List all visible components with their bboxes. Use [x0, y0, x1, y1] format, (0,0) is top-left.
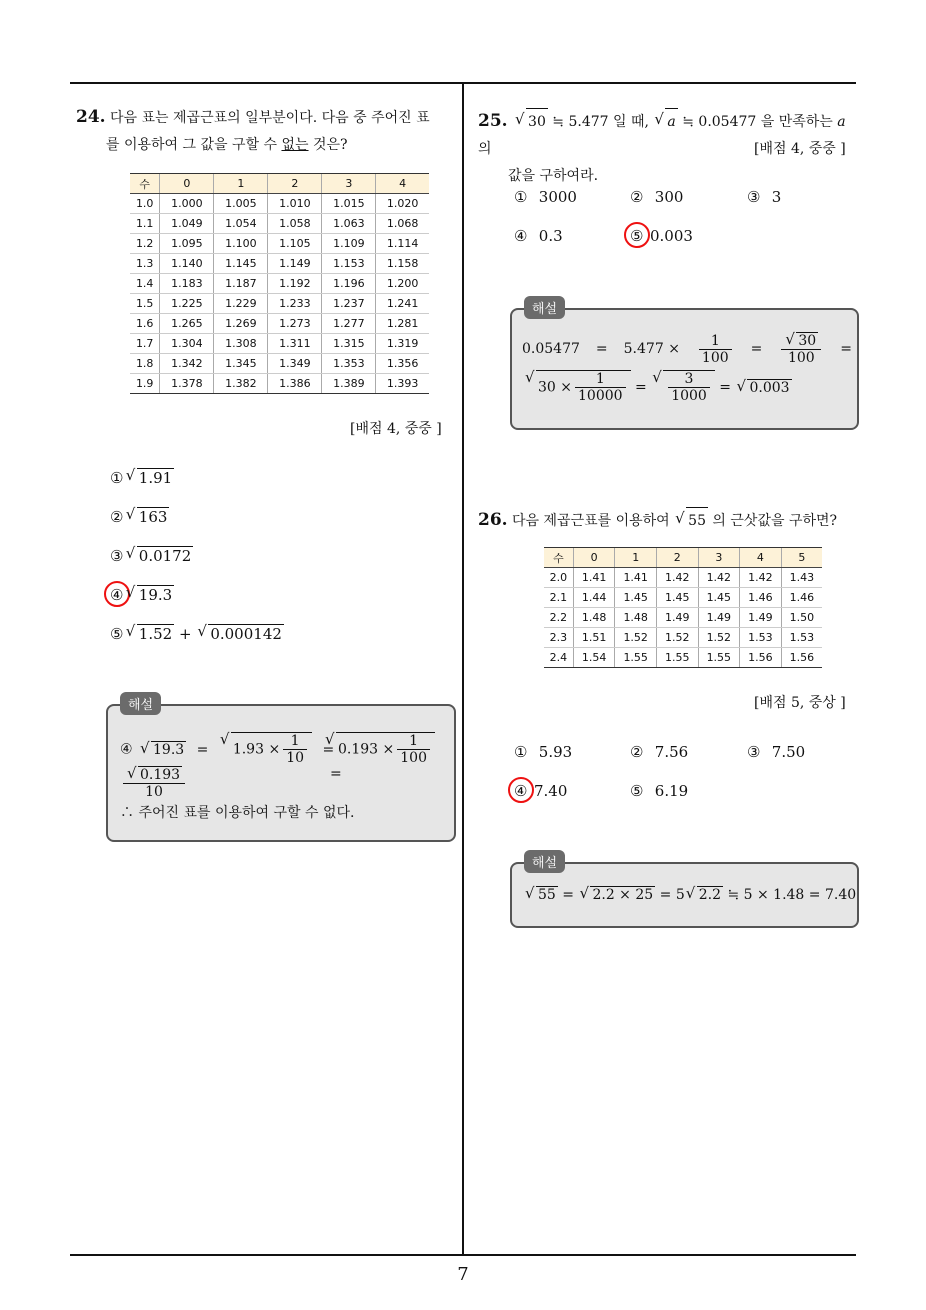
q24-table-cell: 1.356	[376, 354, 429, 374]
q24-table-cell: 1.265	[160, 314, 214, 334]
q25-option-5[interactable]: ⑤ 0.003	[630, 227, 693, 245]
q24-score: [배점 4, 중중 ]	[350, 421, 442, 437]
q26-table-cell: 2.4	[544, 648, 573, 668]
q26-table-row	[544, 648, 822, 668]
q24-answer-circle: ④	[110, 586, 130, 604]
q26-option-5[interactable]: ⑤ 6.19	[630, 782, 689, 800]
q24-table-cell: 1.233	[268, 294, 322, 314]
q26-table-cell: 1.48	[573, 608, 615, 628]
q24-table-cell: 1.6	[130, 314, 160, 334]
q25-number: 25.	[478, 111, 508, 131]
q24-solution-conclusion: ∴ 주어진 표를 이용하여 구할 수 없다.	[120, 805, 355, 821]
q26-table-cell: 2.2	[544, 608, 573, 628]
q24-table-cell: 1.114	[376, 234, 429, 254]
q26-table-cell: 1.45	[698, 588, 740, 608]
q26-table-cell: 1.49	[656, 608, 698, 628]
q24-table-cell: 1.1	[130, 214, 160, 234]
q24-text-line1: 다음 표는 제곱근표의 일부분이다. 다음 중 주어진 표	[110, 110, 430, 126]
q25-question: 25. √ 30 ≒ 5.477 일 때, √ a ≒ 0.05477 을 만족하는 a 의 값을 구하여라.	[478, 108, 860, 190]
q24-table-cell: 1.277	[322, 314, 376, 334]
q24-text-line2b: 것은?	[308, 137, 348, 153]
q26-table-cell: 1.45	[615, 588, 657, 608]
q24-table-cell: 1.229	[214, 294, 268, 314]
q24-table-cell: 1.020	[376, 194, 429, 214]
q26-table-row	[544, 568, 822, 588]
q26-table-row	[544, 628, 822, 648]
q24-table-cell: 1.8	[130, 354, 160, 374]
q24-table-cell: 1.308	[214, 334, 268, 354]
q26-table-cell: 1.42	[740, 568, 782, 588]
q24-table-cell: 1.9	[130, 374, 160, 394]
q26-table-cell: 1.56	[740, 648, 782, 668]
q26-option-2[interactable]: ② 7.56	[630, 743, 689, 761]
q26-table-cell: 1.44	[573, 588, 615, 608]
q26-solution-tag: 해설	[524, 850, 565, 873]
q26-table-cell: 1.42	[698, 568, 740, 588]
q24-sqrt-table	[130, 173, 429, 394]
q26-option-4[interactable]: ④ 7.40	[514, 782, 568, 800]
q24-table-cell: 1.153	[322, 254, 376, 274]
q24-table-cell: 1.393	[376, 374, 429, 394]
q24-table-cell: 1.382	[214, 374, 268, 394]
q24-table-header-cell: 수	[130, 174, 160, 194]
q25-solution-line1: 0.05477 = 5.477 × $\frac{1}{100}$ = √ $\frac{30}{100}$ =	[522, 332, 852, 366]
q25-option-3[interactable]: ③ 3	[747, 188, 782, 206]
bottom-rule	[70, 1254, 856, 1256]
q24-table-cell: 1.389	[322, 374, 376, 394]
q26-table-cell: 1.48	[615, 608, 657, 628]
q24-option-3[interactable]: ③ √ 0.0172	[110, 546, 193, 565]
q26-number: 26.	[478, 510, 508, 530]
q24-solution-line1b: √ 0.193 × $\frac{1}{100}$ =	[324, 732, 454, 782]
q26-table-cell: 1.50	[781, 608, 822, 628]
q24-table-cell: 1.100	[214, 234, 268, 254]
q24-option-5-sqrt1: √ 1.52	[137, 624, 174, 643]
q24-table-cell: 1.269	[214, 314, 268, 334]
q24-table-row	[130, 294, 429, 314]
q26-table-cell: 1.54	[573, 648, 615, 668]
q26-table-cell: 1.41	[573, 568, 615, 588]
q26-table-cell: 1.51	[573, 628, 615, 648]
q24-table-cell: 1.225	[160, 294, 214, 314]
q24-table-cell: 1.049	[160, 214, 214, 234]
q24-table-cell: 1.140	[160, 254, 214, 274]
q26-score: [배점 5, 중상 ]	[754, 695, 846, 711]
q24-table-cell: 1.105	[268, 234, 322, 254]
q24-table-cell: 1.183	[160, 274, 214, 294]
q24-table-row	[130, 254, 429, 274]
q26-table-cell: 1.55	[615, 648, 657, 668]
q24-option-2-sqrt: √ 163	[137, 507, 170, 526]
q24-table-cell: 1.000	[160, 194, 214, 214]
q24-table-cell: 1.058	[268, 214, 322, 234]
q26-option-1[interactable]: ① 5.93	[514, 743, 573, 761]
q24-table-cell: 1.3	[130, 254, 160, 274]
q26-table-cell: 1.52	[615, 628, 657, 648]
q24-table-cell: 1.241	[376, 294, 429, 314]
q26-table-header-cell: 4	[740, 548, 782, 568]
q24-option-4-sqrt: √ 19.3	[137, 585, 174, 604]
q26-table-header-cell: 수	[544, 548, 573, 568]
q24-table-cell: 1.349	[268, 354, 322, 374]
q24-table-cell: 1.145	[214, 254, 268, 274]
q24-option-1-sqrt: √ 1.91	[137, 468, 174, 487]
q24-table-cell: 1.281	[376, 314, 429, 334]
q25-solution-line2: √ 30 × $\frac{1}{10000}$ = √ $\frac{3}{1000}$ = √ 0.003	[534, 370, 792, 404]
q24-table-cell: 1.068	[376, 214, 429, 234]
q24-table-row	[130, 234, 429, 254]
q25-score: [배점 4, 중중 ]	[754, 141, 846, 157]
q24-table-cell: 1.5	[130, 294, 160, 314]
q26-table-header-cell: 2	[656, 548, 698, 568]
q24-table-cell: 1.315	[322, 334, 376, 354]
q24-table-header-cell: 3	[322, 174, 376, 194]
q24-option-5-sqrt2: √ 0.000142	[208, 624, 284, 643]
q26-question: 26. 다음 제곱근표를 이용하여 √ 55 의 근삿값을 구하면?	[478, 507, 860, 535]
q26-table-header-row	[544, 548, 822, 568]
q24-text-underlined: 없는	[281, 137, 309, 153]
q26-table-cell: 1.52	[656, 628, 698, 648]
q24-table-cell: 1.192	[268, 274, 322, 294]
q24-option-5[interactable]: ⑤ √ 1.52 + √ 0.000142	[110, 624, 284, 643]
q24-text-line2a: 를 이용하여 그 값을 구할 수	[106, 137, 282, 153]
q26-answer-circle: ④	[514, 782, 534, 800]
q24-table-header-cell: 4	[376, 174, 429, 194]
q26-table-header-cell: 3	[698, 548, 740, 568]
q24-number: 24.	[76, 107, 106, 127]
q26-table-row	[544, 608, 822, 628]
q24-table-cell: 1.109	[322, 234, 376, 254]
q26-table-cell: 2.3	[544, 628, 573, 648]
q24-table-cell: 1.0	[130, 194, 160, 214]
q26-solution-box	[510, 856, 859, 928]
q24-option-3-sqrt: √ 0.0172	[137, 546, 194, 565]
column-divider	[462, 83, 464, 1256]
q26-table-row	[544, 588, 822, 608]
q26-table-header-cell: 0	[573, 548, 615, 568]
q24-table-cell: 1.187	[214, 274, 268, 294]
q25-text-line2: 값을 구하여라.	[508, 168, 599, 184]
q26-table-cell: 1.56	[781, 648, 822, 668]
q25-answer-circle: ⑤	[630, 227, 650, 245]
q24-table-header-row	[130, 174, 429, 194]
q24-table-row	[130, 354, 429, 374]
q24-table-cell: 1.158	[376, 254, 429, 274]
q26-table-cell: 1.42	[656, 568, 698, 588]
q24-table-cell: 1.7	[130, 334, 160, 354]
q26-table-cell: 1.46	[740, 588, 782, 608]
q24-table-row	[130, 214, 429, 234]
q25-option-1[interactable]: ① 3000	[514, 188, 577, 206]
q24-option-4[interactable]	[110, 585, 174, 604]
q24-table-cell: 1.304	[160, 334, 214, 354]
q26-table-cell: 1.49	[740, 608, 782, 628]
q24-option-2[interactable]: ② √ 163	[110, 507, 169, 526]
q25-option-4[interactable]: ④ 0.3	[514, 227, 563, 245]
q26-table-cell: 1.52	[698, 628, 740, 648]
q24-table-cell: 1.196	[322, 274, 376, 294]
q24-table-cell: 1.237	[322, 294, 376, 314]
q26-table-cell: 1.43	[781, 568, 822, 588]
q24-table-cell: 1.4	[130, 274, 160, 294]
q24-table-cell: 1.311	[268, 334, 322, 354]
q24-table-row	[130, 314, 429, 334]
page-number: 7	[457, 1264, 469, 1285]
q26-table-header-cell: 1	[615, 548, 657, 568]
q24-table-cell: 1.063	[322, 214, 376, 234]
q24-table-cell: 1.015	[322, 194, 376, 214]
q26-table-cell: 1.55	[698, 648, 740, 668]
q26-sqrt-table	[544, 547, 822, 668]
q24-table-cell: 1.386	[268, 374, 322, 394]
q24-table-header-cell: 2	[268, 174, 322, 194]
q26-table-cell: 2.0	[544, 568, 573, 588]
q25-solution-tag: 해설	[524, 296, 565, 319]
q26-table-header-cell: 5	[781, 548, 822, 568]
q24-table-cell: 1.095	[160, 234, 214, 254]
q24-solution-box	[106, 698, 456, 842]
q24-table-cell: 1.342	[160, 354, 214, 374]
q24-table-cell: 1.319	[376, 334, 429, 354]
q24-table-row	[130, 374, 429, 394]
q24-table-cell: 1.005	[214, 194, 268, 214]
q24-table-cell: 1.149	[268, 254, 322, 274]
q24-table-cell: 1.2	[130, 234, 160, 254]
q26-table-cell: 2.1	[544, 588, 573, 608]
q24-solution-tag: 해설	[120, 692, 161, 715]
q24-table-row	[130, 194, 429, 214]
q26-option-3[interactable]: ③ 7.50	[747, 743, 806, 761]
q26-table-cell: 1.45	[656, 588, 698, 608]
q24-solution-line1: ④ √ 19.3 = √ 1.93 × $\frac{1}{10}$ =	[120, 732, 450, 766]
q26-table-cell: 1.53	[740, 628, 782, 648]
q24-question	[76, 104, 456, 159]
q24-solution-line2: √ $\frac{0.193}{10}$	[120, 766, 188, 800]
q24-table-header-cell: 0	[160, 174, 214, 194]
q24-table-cell: 1.378	[160, 374, 214, 394]
q26-solution-line: √ 55 = √ 2.2 × 25 = 5√ 2.2 ≒ 5 × 1.48 = 7.40	[534, 886, 856, 903]
q24-table-row	[130, 274, 429, 294]
q24-table-header-cell: 1	[214, 174, 268, 194]
q25-option-2[interactable]: ② 300	[630, 188, 684, 206]
q26-table-cell: 1.46	[781, 588, 822, 608]
q24-table-row	[130, 334, 429, 354]
q26-table-cell: 1.41	[615, 568, 657, 588]
q24-table-cell: 1.273	[268, 314, 322, 334]
q24-table-cell: 1.010	[268, 194, 322, 214]
q26-table-cell: 1.53	[781, 628, 822, 648]
q24-table-cell: 1.345	[214, 354, 268, 374]
q24-option-1[interactable]: ① √ 1.91	[110, 468, 174, 487]
q24-table-cell: 1.353	[322, 354, 376, 374]
q24-table-cell: 1.200	[376, 274, 429, 294]
q24-table-cell: 1.054	[214, 214, 268, 234]
q25-solution-box	[510, 302, 859, 430]
q26-table-cell: 1.49	[698, 608, 740, 628]
q26-table-cell: 1.55	[656, 648, 698, 668]
